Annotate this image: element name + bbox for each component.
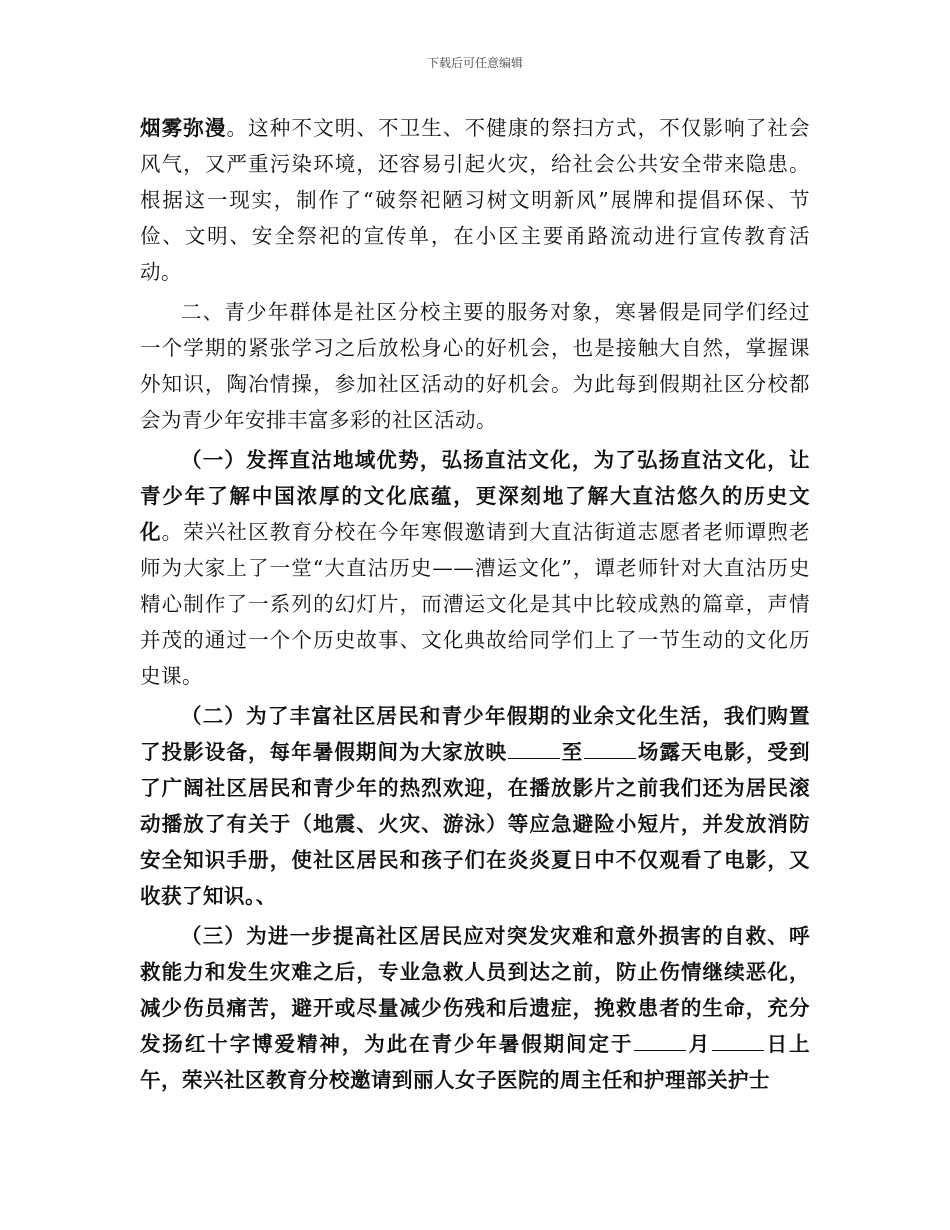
paragraph-4-after: 场露天电影，受到了广阔社区居民和青少年的热烈欢迎，在播放影片之前我们还为居民滚动播放了有关于（地震、火灾、游泳）等应急避险小短片，并发放消防安全知识手册，使社区居民和孩子们在炎炎夏日中不仅观看了电影，又收获了知识。、 bbox=[140, 740, 811, 908]
paragraph-1-bold: 烟雾弥漫 bbox=[140, 116, 227, 140]
paragraph-5-month: 月 bbox=[687, 1032, 712, 1056]
blank-field bbox=[508, 736, 560, 759]
paragraph-5-before: （三）为进一步提高社区居民应对突发灾难和意外损害的自救、呼救能力和发生灾难之后，专业急救人员到达之前，防止伤情继续恶化，减少伤员痛苦，避开或尽量减少伤残和后遗症，挽救患者的生命，充分发扬红十字博爱精神，为此在青少年暑假期间定于 bbox=[140, 924, 810, 1056]
blank-field bbox=[584, 736, 636, 759]
paragraph-3-text: 。荣兴社区教育分校在今年寒假邀请到大直沽街道志愿者老师谭煦老师为大家上了一堂“大直沽历史——漕运文化”，谭老师针对大直沽历史精心制作了一系列的幻灯片，而漕运文化是其中比较成熟的篇章，声情并茂的通过一个个历史故事、文化典故给同学们上了一节生动的文化历史课。 bbox=[140, 520, 811, 688]
paragraph-4 bbox=[140, 698, 810, 914]
blank-field bbox=[634, 1028, 686, 1051]
page-header: 下载后可任意编辑 bbox=[426, 56, 523, 70]
paragraph-1 bbox=[140, 110, 810, 290]
paragraph-4-middle: 至 bbox=[561, 740, 584, 764]
blank-field bbox=[712, 1028, 764, 1051]
paragraph-5-after: 日上午，荣兴社区教育分校邀请到丽人女子医院的周主任和护理部关护士 bbox=[140, 1032, 811, 1092]
paragraph-5 bbox=[140, 918, 810, 1098]
paragraph-4-before: （二）为了丰富社区居民和青少年假期的业余文化生活，我们购置了投影设备，每年暑假期间为大家放映 bbox=[140, 704, 810, 764]
paragraph-1-text: 。这种不文明、不卫生、不健康的祭扫方式，不仅影响了社会风气，又严重污染环境，还容易引起火灾，给社会公共安全带来隐患。根据这一现实，制作了“破祭祀陋习树文明新风”展牌和提倡环保、节俭、文明、安全祭祀的宣传单，在小区主要甬路流动进行宣传教育活动。 bbox=[140, 116, 811, 284]
paragraph-3-bold: （一）发挥直沽地域优势，弘扬直沽文化，为了弘扬直沽文化，让青少年了解中国浓厚的文化底蕴，更深刻地了解大直沽悠久的历史文化 bbox=[140, 448, 810, 544]
paragraph-3 bbox=[140, 442, 810, 694]
paragraph-2 bbox=[140, 294, 810, 438]
paragraph-2-text: 二、青少年群体是社区分校主要的服务对象，寒暑假是同学们经过一个学期的紧张学习之后放松身心的好机会，也是接触大自然，掌握课外知识，陶冶情操，参加社区活动的好机会。为此每到假期社区分校都会为青少年安排丰富多彩的社区活动。 bbox=[140, 300, 810, 432]
document-body bbox=[140, 110, 810, 1098]
